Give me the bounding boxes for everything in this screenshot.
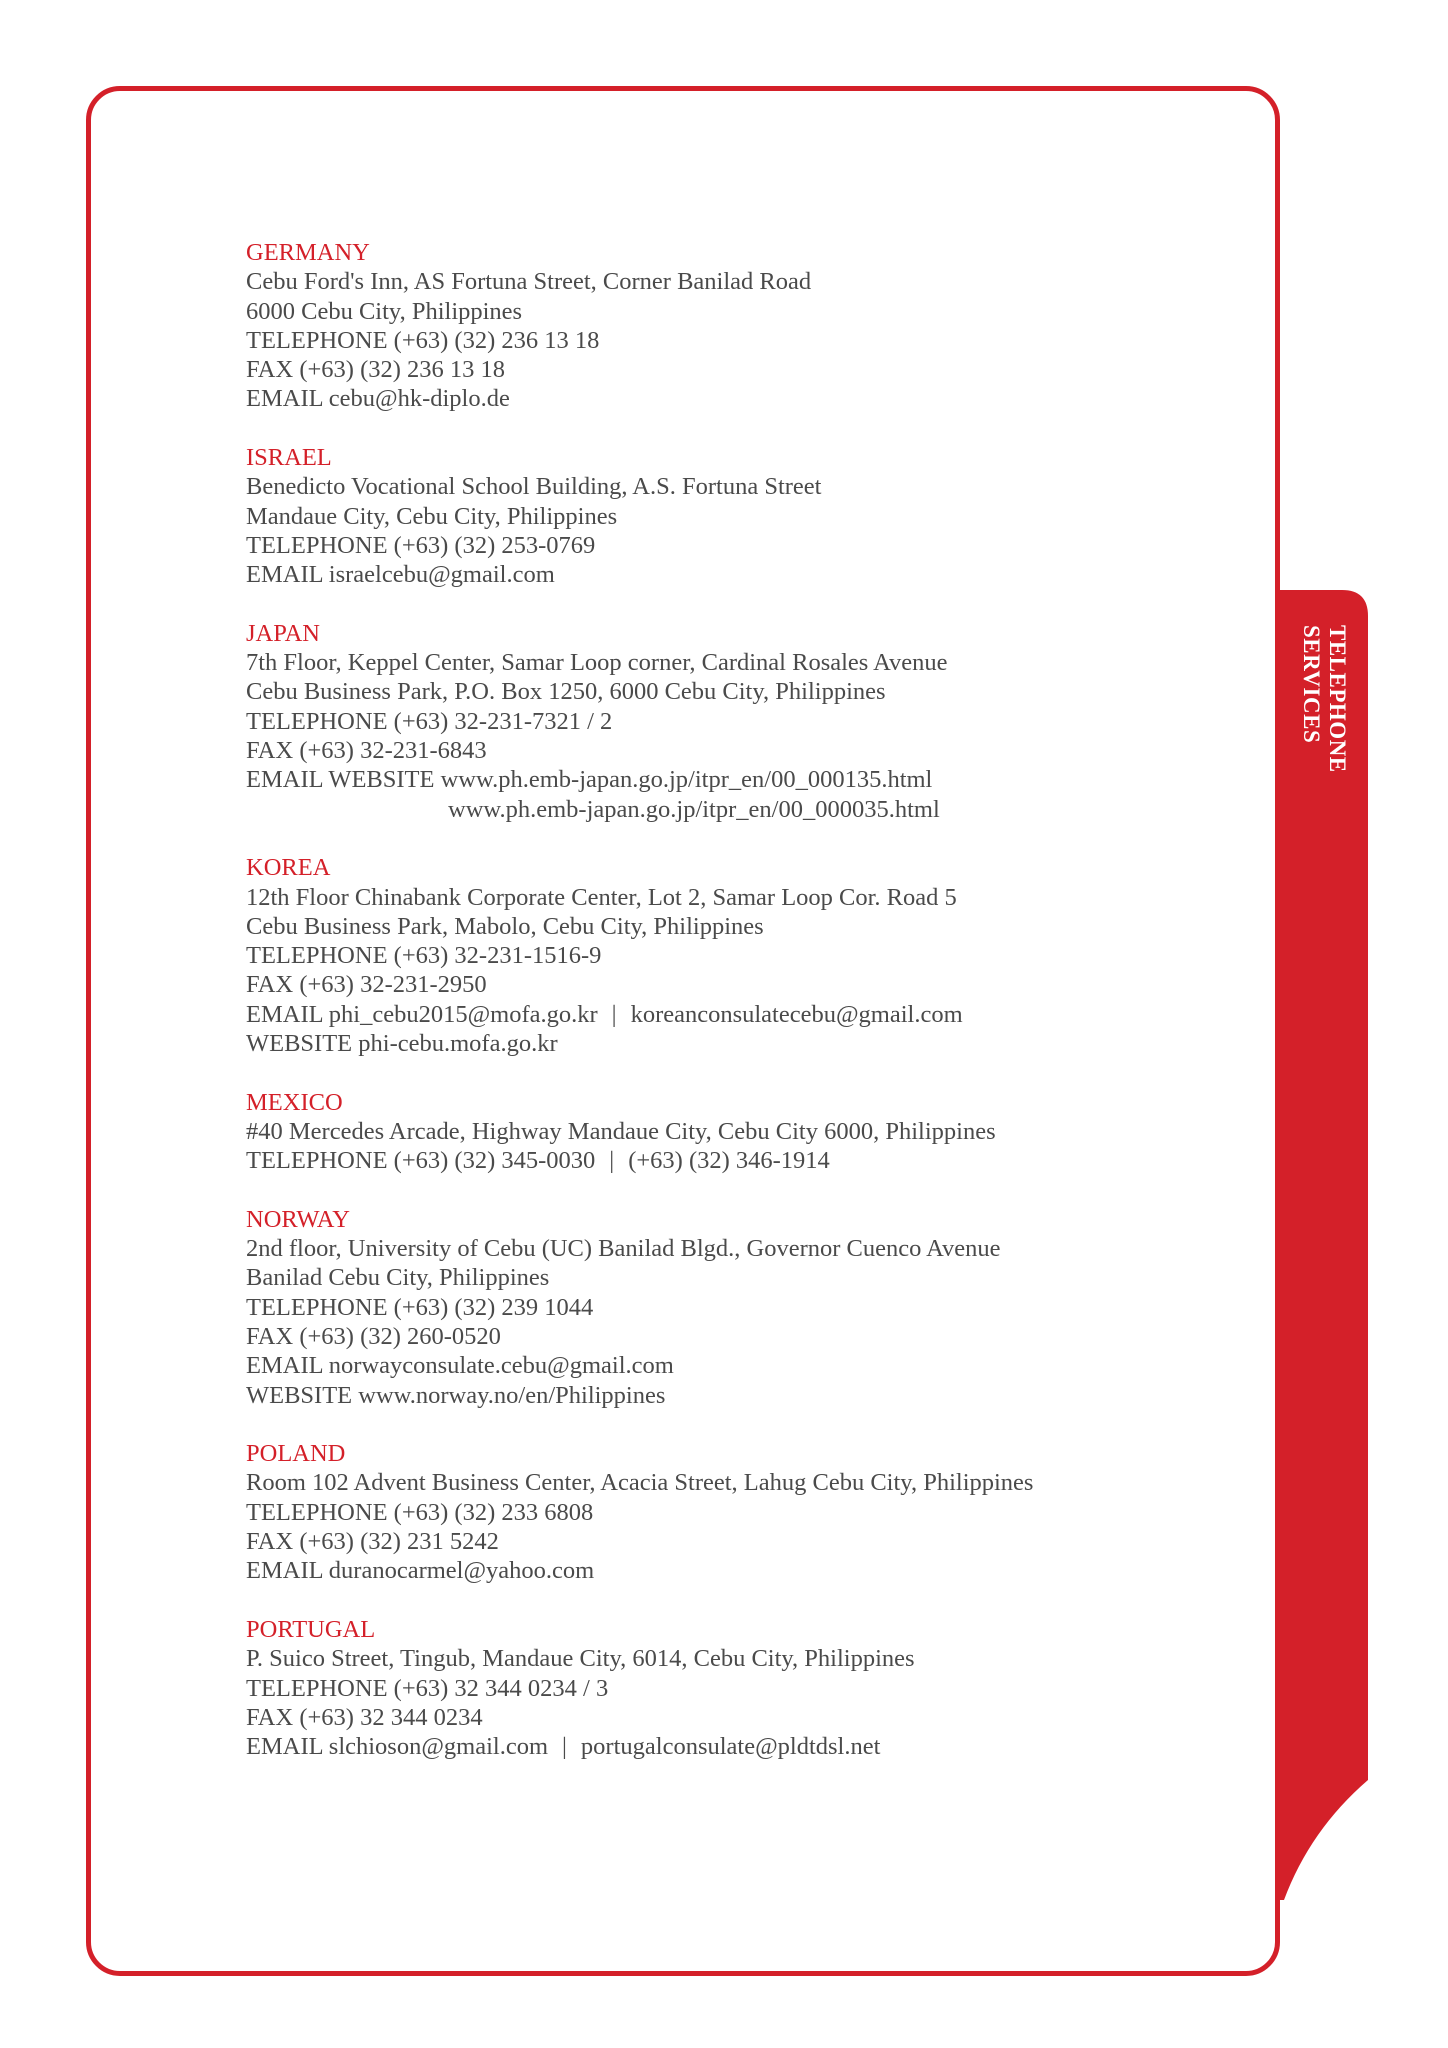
consulate-entry	[246, 238, 1226, 414]
address-line: Benedicto Vocational School Building, A.S. Fortuna Street	[246, 473, 822, 501]
address-line: www.ph.emb-japan.go.jp/itpr_en/00_000035.html	[448, 795, 940, 823]
address-line: 7th Floor, Keppel Center, Samar Loop corner, Cardinal Rosales Avenue	[246, 649, 948, 677]
side-tab-line-1: TELEPHONE	[1325, 625, 1350, 773]
consulate-entry	[246, 1088, 1226, 1176]
address-line: 12th Floor Chinabank Corporate Center, Lot 2, Samar Loop Cor. Road 5	[246, 883, 957, 911]
address-line: FAX (+63) 32-231-6843	[246, 737, 487, 765]
contact-value: TELEPHONE (+63) (32) 345-0030	[246, 1147, 596, 1175]
address-line: EMAIL israelcebu@gmail.com	[246, 561, 555, 589]
country-heading: PORTUGAL	[246, 1615, 376, 1643]
country-heading: POLAND	[246, 1440, 346, 1468]
side-tab-line-2: SERVICES	[1299, 625, 1324, 744]
contact-line	[246, 1146, 1226, 1175]
contact-value: portugalconsulate@pldtdsl.net	[580, 1733, 881, 1761]
address-line: FAX (+63) (32) 260-0520	[246, 1322, 501, 1350]
side-tab[interactable]	[1280, 590, 1368, 1900]
consulate-entry	[246, 1439, 1226, 1585]
address-line: TELEPHONE (+63) 32-231-7321 / 2	[246, 707, 613, 735]
address-line: EMAIL WEBSITE www.ph.emb-japan.go.jp/itpr_en/00_000135.html	[246, 766, 933, 794]
address-line: Banilad Cebu City, Philippines	[246, 1264, 550, 1292]
country-heading: KOREA	[246, 854, 331, 882]
address-line: Cebu Business Park, P.O. Box 1250, 6000 Cebu City, Philippines	[246, 678, 886, 706]
address-line: FAX (+63) 32 344 0234	[246, 1703, 483, 1731]
address-line: TELEPHONE (+63) 32-231-1516-9	[246, 942, 602, 970]
contact-value: koreanconsulatecebu@gmail.com	[630, 1000, 963, 1028]
country-heading: JAPAN	[246, 619, 320, 647]
address-line: Cebu Ford's Inn, AS Fortuna Street, Corner Banilad Road	[246, 268, 812, 296]
consulate-entry	[246, 443, 1226, 589]
separator: |	[609, 1147, 615, 1175]
consulate-entry	[246, 853, 1226, 1058]
address-line: #40 Mercedes Arcade, Highway Mandaue City, Cebu City 6000, Philippines	[246, 1117, 996, 1145]
address-line: FAX (+63) (32) 231 5242	[246, 1528, 499, 1556]
contact-line	[246, 1732, 1226, 1761]
address-line: TELEPHONE (+63) (32) 253-0769	[246, 531, 596, 559]
contact-line	[246, 1000, 1226, 1029]
address-line: Cebu Business Park, Mabolo, Cebu City, Philippines	[246, 912, 764, 940]
consulate-list	[246, 238, 1226, 1791]
address-line: EMAIL cebu@hk-diplo.de	[246, 385, 510, 413]
address-line: FAX (+63) 32-231-2950	[246, 971, 487, 999]
address-line: EMAIL norwayconsulate.cebu@gmail.com	[246, 1352, 674, 1380]
contact-value: EMAIL phi_cebu2015@mofa.go.kr	[246, 1000, 598, 1028]
country-heading: GERMANY	[246, 239, 370, 266]
side-tab-label	[1296, 625, 1352, 785]
address-line: Room 102 Advent Business Center, Acacia Street, Lahug Cebu City, Philippines	[246, 1469, 1034, 1497]
consulate-entry	[246, 1205, 1226, 1410]
contact-value: EMAIL slchioson@gmail.com	[246, 1733, 549, 1761]
address-line: EMAIL duranocarmel@yahoo.com	[246, 1557, 595, 1585]
address-line: 6000 Cebu City, Philippines	[246, 297, 523, 325]
address-line: TELEPHONE (+63) (32) 239 1044	[246, 1293, 594, 1321]
address-line: Mandaue City, Cebu City, Philippines	[246, 502, 618, 530]
address-line: WEBSITE www.norway.no/en/Philippines	[246, 1381, 666, 1409]
consulate-entry	[246, 1615, 1226, 1761]
country-heading: NORWAY	[246, 1205, 350, 1233]
address-line: FAX (+63) (32) 236 13 18	[246, 356, 506, 384]
country-heading: ISRAEL	[246, 444, 332, 472]
address-line: TELEPHONE (+63) (32) 233 6808	[246, 1498, 594, 1526]
separator: |	[611, 1000, 617, 1028]
address-line: P. Suico Street, Tingub, Mandaue City, 6014, Cebu City, Philippines	[246, 1645, 915, 1673]
separator: |	[562, 1733, 567, 1761]
consulate-entry	[246, 619, 1226, 824]
side-tab-shape	[1280, 590, 1368, 1900]
address-line: TELEPHONE (+63) 32 344 0234 / 3	[246, 1674, 609, 1702]
address-line: TELEPHONE (+63) (32) 236 13 18	[246, 326, 600, 354]
address-line: 2nd floor, University of Cebu (UC) Banilad Blgd., Governor Cuenco Avenue	[246, 1235, 1001, 1263]
address-line: WEBSITE phi-cebu.mofa.go.kr	[246, 1030, 558, 1058]
contact-value: (+63) (32) 346-1914	[628, 1147, 830, 1175]
country-heading: MEXICO	[246, 1088, 343, 1116]
